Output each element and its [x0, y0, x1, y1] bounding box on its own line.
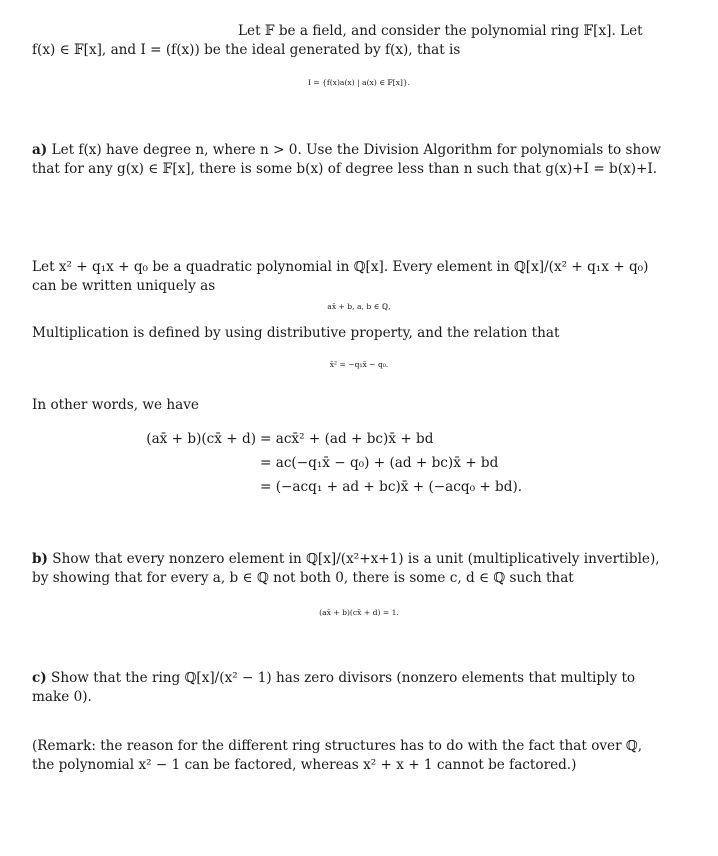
quadratic-line-2: can be written uniquely as: [32, 278, 216, 294]
part-c-text-1: Show that the ring ℚ[x]/(x² − 1) has zero divisors (nonzero elements that multiply to: [51, 670, 636, 686]
remark-line-1: (Remark: the reason for the different ring structures has to do with the fact that over ℚ,: [32, 738, 643, 754]
part-a-line-1: [32, 141, 662, 159]
intro-line-2: f(x) ∈ 𝔽[x], and I = (f(x)) be the ideal generated by f(x), that is: [32, 42, 461, 58]
part-b-line-1: [32, 550, 658, 568]
relation-equation: x̄² = −q₁x̄ − q₀.: [329, 360, 389, 369]
product-row-3: = (−acq₁ + ad + bc)x̄ + (−acq₀ + bd).: [260, 479, 523, 495]
quadratic-line-1: Let x² + q₁x + q₀ be a quadratic polynomial in ℚ[x]. Every element in ℚ[x]/(x² + q₁x + q₀): [32, 259, 649, 275]
part-c-label: c): [32, 670, 47, 686]
part-a-line-2: that for any g(x) ∈ 𝔽[x], there is some b(x) of degree less than n such that g(x)+I = b(x)+I.: [32, 161, 658, 177]
ideal-definition-equation: I = {f(x)a(x) | a(x) ∈ 𝔽[x]}.: [307, 78, 411, 87]
unit-equation: (ax̄ + b)(cx̄ + d) = 1.: [319, 608, 399, 617]
intro-line-1: Let 𝔽 be a field, and consider the polynomial ring 𝔽[x]. Let: [238, 23, 643, 39]
part-a-text-1: Let f(x) have degree n, where n > 0. Use the Division Algorithm for polynomials to show: [51, 142, 662, 158]
product-row-2: = ac(−q₁x̄ − q₀) + (ad + bc)x̄ + bd: [260, 455, 499, 471]
product-lhs: (ax̄ + b)(cx̄ + d): [146, 431, 256, 447]
part-c-line-1: [32, 669, 658, 687]
part-b-label: b): [32, 551, 48, 567]
part-c-line-2: make 0).: [32, 689, 92, 705]
part-b-line-2: by showing that for every a, b ∈ ℚ not both 0, there is some c, d ∈ ℚ such that: [32, 570, 574, 586]
remark-line-2: the polynomial x² − 1 can be factored, whereas x² + x + 1 cannot be factored.): [32, 757, 577, 773]
element-form-equation: ax̄ + b, a, b ∈ ℚ,: [327, 302, 391, 311]
part-a-label: a): [32, 142, 48, 158]
product-row-1: = acx̄² + (ad + bc)x̄ + bd: [260, 431, 434, 447]
quadratic-line-3: Multiplication is defined by using distributive property, and the relation that: [32, 325, 560, 341]
part-b-text-1: Show that every nonzero element in ℚ[x]/(x²+x+1) is a unit (multiplicatively invertible),: [52, 551, 660, 567]
quadratic-line-4: In other words, we have: [32, 397, 199, 413]
